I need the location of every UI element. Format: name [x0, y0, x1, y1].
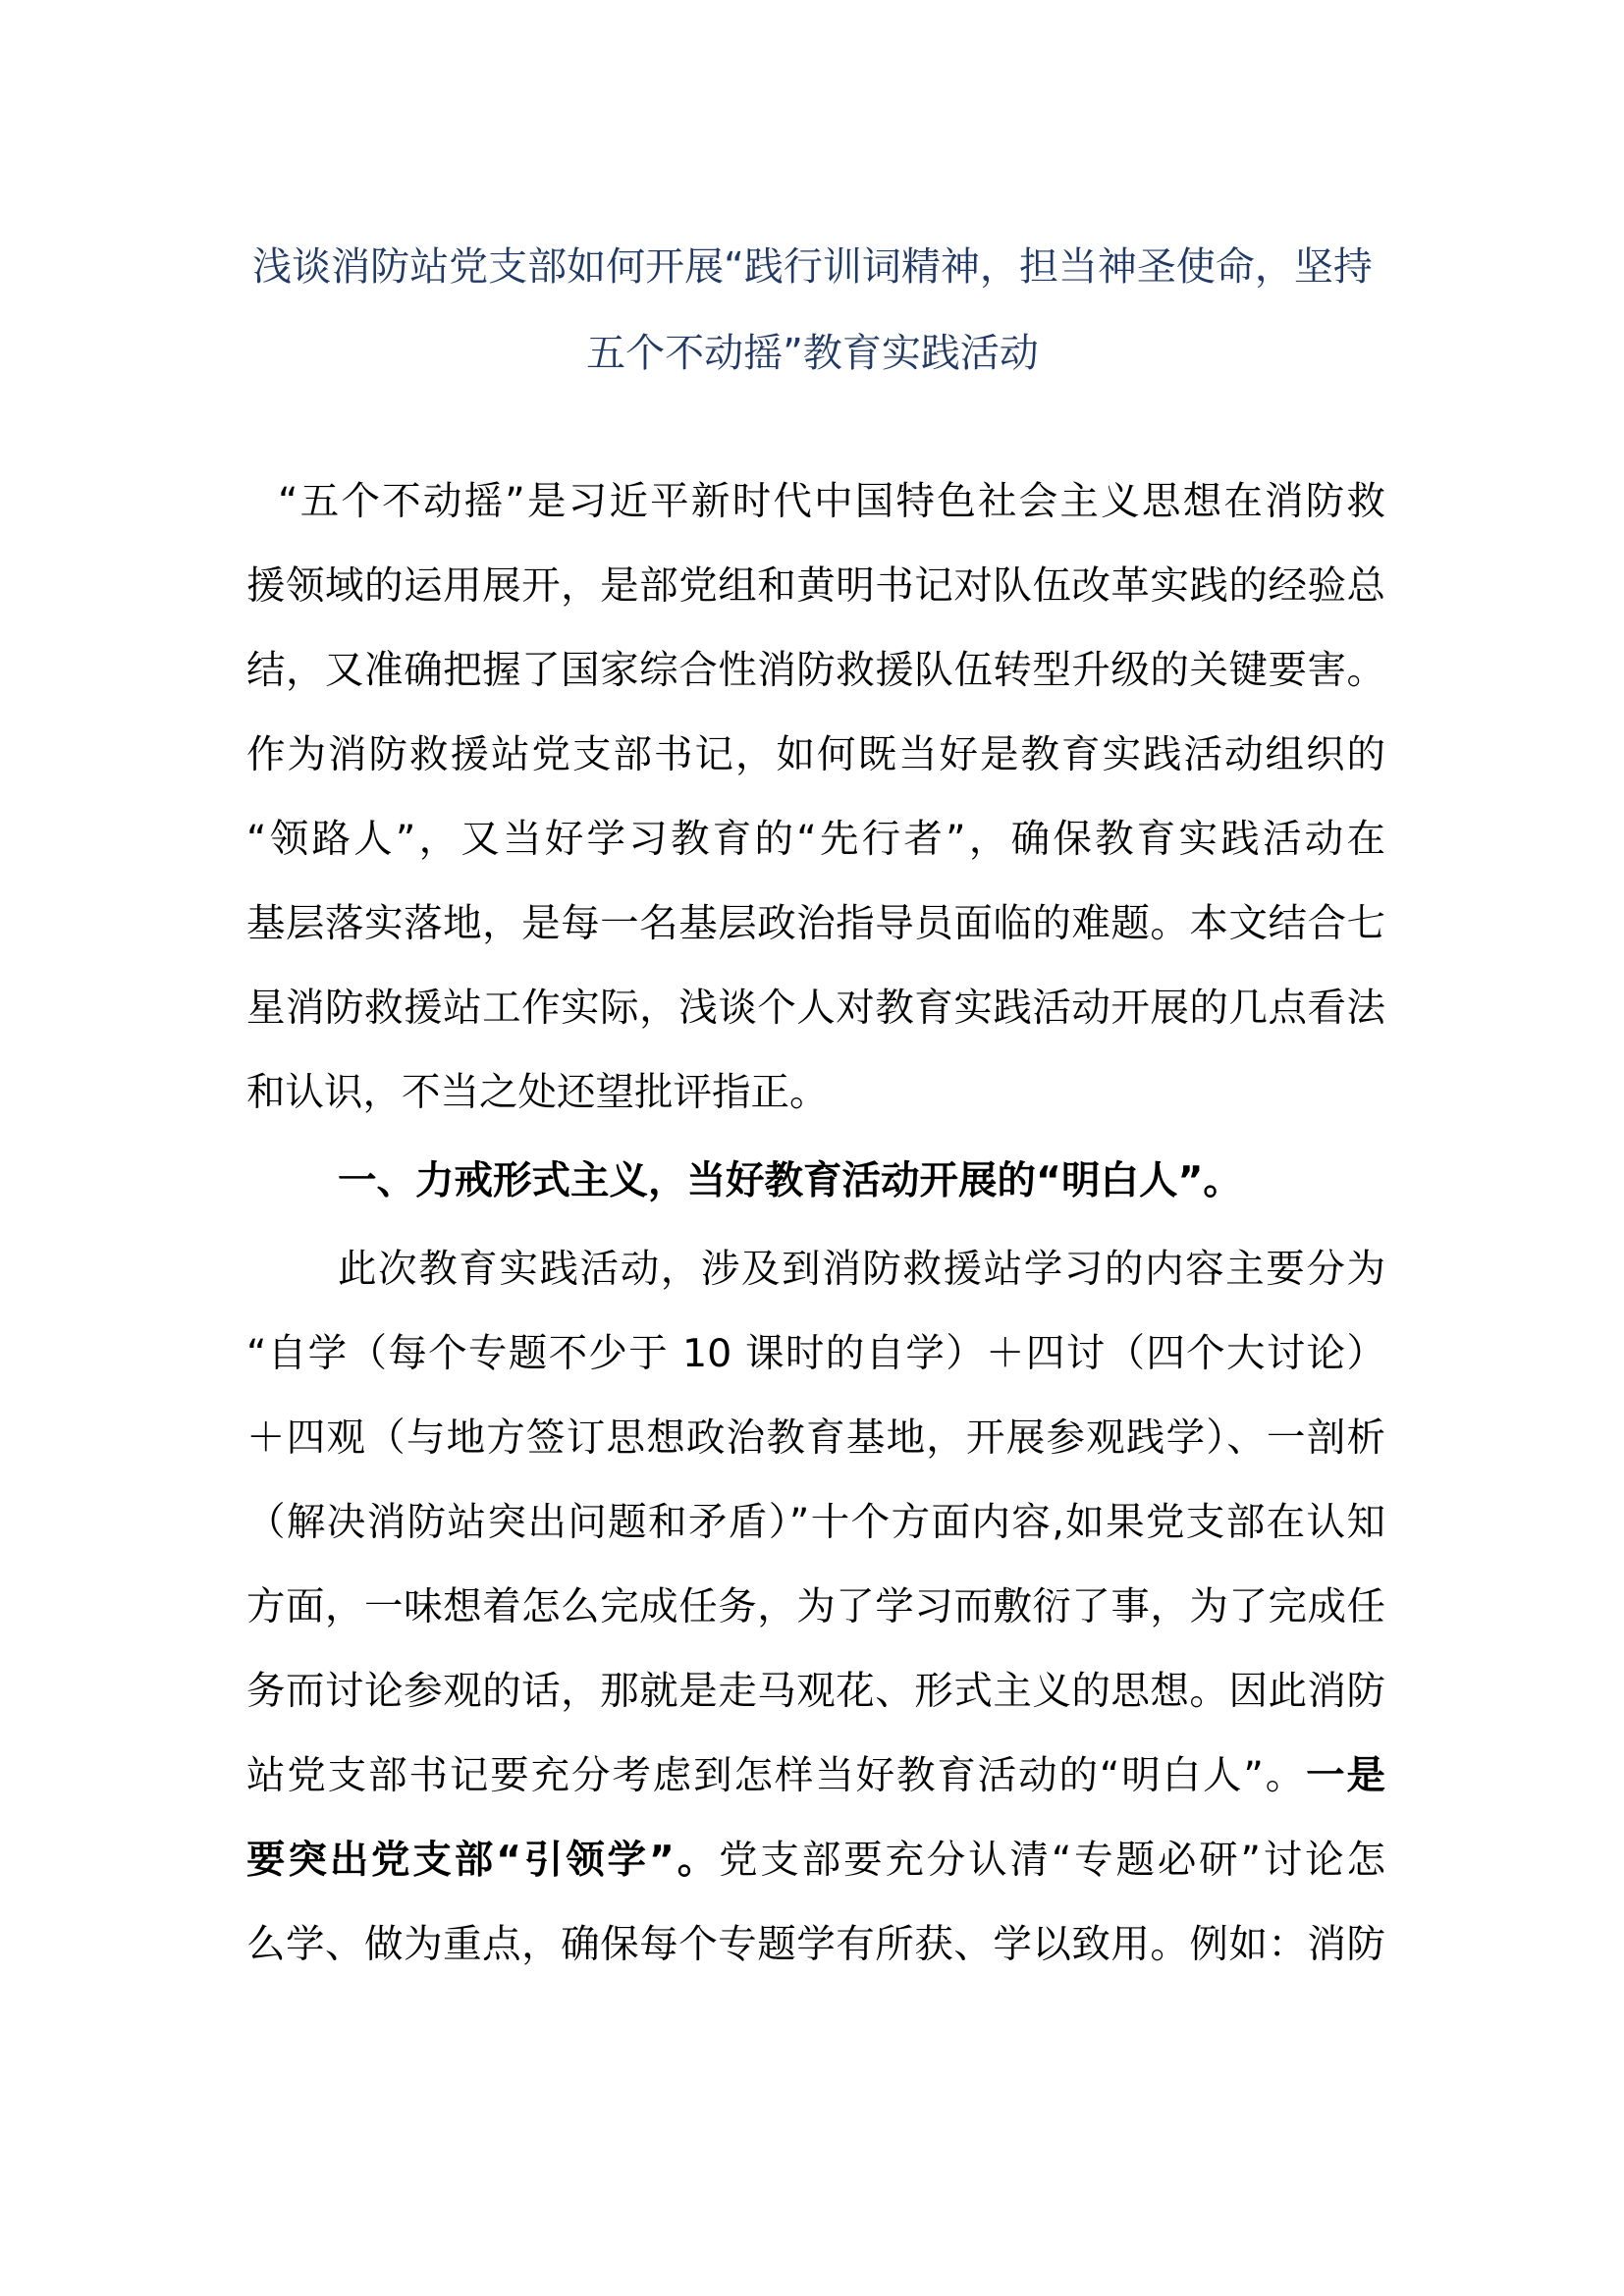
title-line: 五个不动摇”教育实践活动: [586, 331, 1039, 376]
paragraph-line: “领路人”，又当好学习教育的“先行者”，确保教育实践活动在: [246, 817, 1385, 862]
section1-paragraph: [246, 1227, 1385, 1987]
paragraph-text: 站党支部书记要充分考虑到怎样当好教育活动的“明白人”。: [246, 1753, 1307, 1798]
paragraph-line: 么学、做为重点，确保每个专题学有所获、学以致用。例如：消防: [246, 1922, 1385, 1967]
paragraph-line: [246, 1818, 1385, 1902]
document-title: [236, 224, 1389, 397]
paragraph-line: 星消防救援站工作实际，浅谈个人对教育实践活动开展的几点看法: [246, 986, 1385, 1031]
document-body: [246, 459, 1385, 1987]
title-line: 浅谈消防站党支部如何开展“践行训词精神，担当神圣使命，坚持: [252, 244, 1373, 290]
intro-paragraph: [246, 459, 1385, 1135]
paragraph-line: （解决消防站突出问题和矛盾）”十个方面内容,如果党支部在认知: [246, 1500, 1385, 1545]
paragraph-line: 作为消防救援站党支部书记，如何既当好是教育实践活动组织的: [246, 732, 1385, 777]
paragraph-line: 和认识，不当之处还望批评指正。: [246, 1070, 829, 1115]
paragraph-text: 党支部要充分认清“专题必研”讨论怎: [719, 1838, 1385, 1883]
paragraph-line: ＋四观（与地方签订思想政治教育基地，开展参观践学）、一剖析: [246, 1415, 1385, 1461]
paragraph-line: 方面，一味想着怎么完成任务，为了学习而敷衍了事，为了完成任: [246, 1584, 1385, 1629]
paragraph-line: “五个不动摇”是习近平新时代中国特色社会主义思想在消防救: [278, 479, 1385, 524]
paragraph-line: [246, 1734, 1385, 1818]
paragraph-line: “自学（每个专题不少于 10 课时的自学）＋四讨（四个大讨论）: [246, 1331, 1385, 1376]
paragraph-line: 结，又准确把握了国家综合性消防救援队伍转型升级的关键要害。: [246, 648, 1385, 693]
paragraph-line: 务而讨论参观的话，那就是走马观花、形式主义的思想。因此消防: [246, 1669, 1385, 1714]
section-heading: 一、力戒形式主义，当好教育活动开展的“明白人”。: [338, 1158, 1242, 1203]
paragraph-line: 此次教育实践活动，涉及到消防救援站学习的内容主要分为: [338, 1247, 1385, 1292]
paragraph-line: 基层落实落地，是每一名基层政治指导员面临的难题。本文结合七: [246, 901, 1385, 946]
emphasis-text: 一是: [1306, 1753, 1386, 1798]
emphasis-text: 要突出党支部“引领学”。: [246, 1838, 720, 1883]
paragraph-line: 援领域的运用展开，是部党组和黄明书记对队伍改革实践的经验总: [246, 563, 1385, 609]
